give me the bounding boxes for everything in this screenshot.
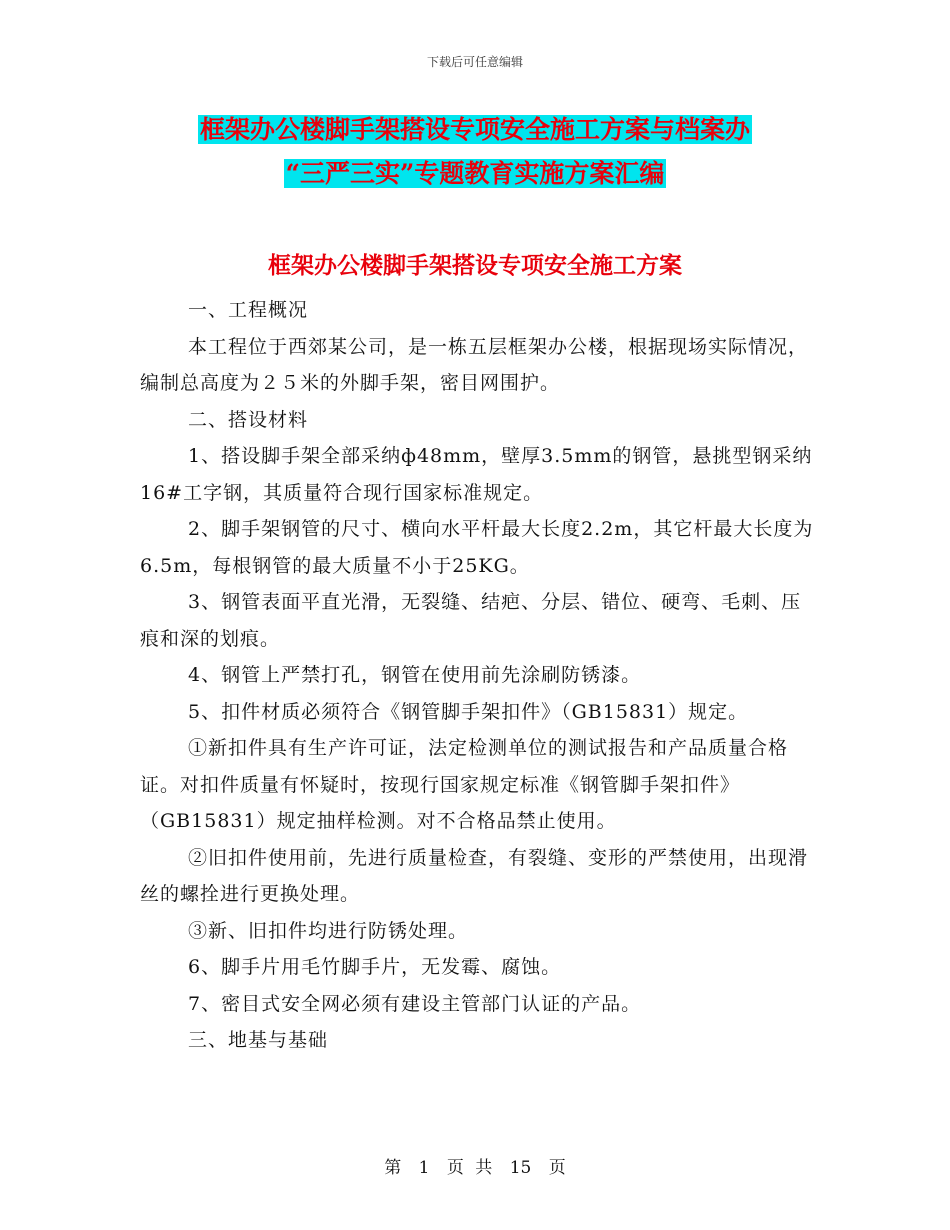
footer-prefix: 第	[384, 1158, 402, 1178]
paragraph-item-6: 6、脚手片用毛竹脚手片，无发霉、腐蚀。	[188, 956, 562, 978]
section-title: 框架办公楼脚手架搭设专项安全施工方案	[268, 252, 682, 279]
paragraph-item-3: 3、钢管表面平直光滑，无裂缝、结疤、分层、错位、硬弯、毛刺、压痕和深的划痕。	[140, 591, 802, 650]
heading-materials: 二、搭设材料	[188, 408, 309, 431]
heading-project-overview: 一、工程概况	[188, 299, 309, 321]
document-title-line-2-text: “三严三实”专题教育实施方案汇编	[285, 159, 665, 188]
paragraph-subitem-3: ③新、旧扣件均进行防锈处理。	[188, 919, 469, 942]
paragraph-item-5: 5、扣件材质必须符合《钢管脚手架扣件》（GB15831）规定。	[188, 700, 749, 723]
paragraph-item-4: 4、钢管上严禁打孔，钢管在使用前先涂刷防锈漆。	[188, 664, 642, 686]
paragraph-subitem-1: ①新扣件具有生产许可证，法定检测单位的测试报告和产品质量合格证。对扣件质量有怀疑时，按现行国家规定标准《钢管脚手架扣件》（GB15831）规定抽样检测。对不合格品禁止使用。	[140, 737, 789, 832]
paragraph-item-7: 7、密目式安全网必须有建设主管部门认证的产品。	[188, 992, 642, 1015]
document-title-line-1	[0, 113, 950, 146]
footer-total-pages: 15	[509, 1158, 532, 1178]
header-note: 下载后可任意编辑	[426, 55, 523, 69]
paragraph-subitem-2: ②旧扣件使用前，先进行质量检查，有裂缝、变形的严禁使用，出现滑丝的螺拴进行更换处理。	[140, 846, 809, 905]
paragraph-item-2: 2、脚手架钢管的尺寸、横向水平杆最大长度2.2m，其它杆最大长度为6.5m，每根钢管的最大质量不小于25KG。	[140, 518, 814, 577]
paragraph-item-1: 1、搭设脚手架全部采纳ф48mm，壁厚3.5mm的钢管，悬挑型钢采纳16#工字钢，其质量符合现行国家标准规定。	[140, 445, 813, 504]
heading-foundation: 三、地基与基础	[188, 1029, 329, 1051]
document-title-line-2	[0, 157, 950, 190]
paragraph-project-location: 本工程位于西郊某公司，是一栋五层框架办公楼，根据现场实际情况，编制总高度为２５米的外脚手架，密目网围护。	[140, 335, 809, 394]
footer-suffix: 页	[548, 1158, 566, 1178]
footer-mid: 页 共	[446, 1158, 493, 1178]
footer-page-number: 1	[418, 1158, 430, 1178]
document-title-line-1-text: 框架办公楼脚手架搭设专项安全施工方案与档案办	[199, 115, 750, 144]
document-body	[140, 292, 820, 1059]
page-footer	[0, 1153, 950, 1178]
